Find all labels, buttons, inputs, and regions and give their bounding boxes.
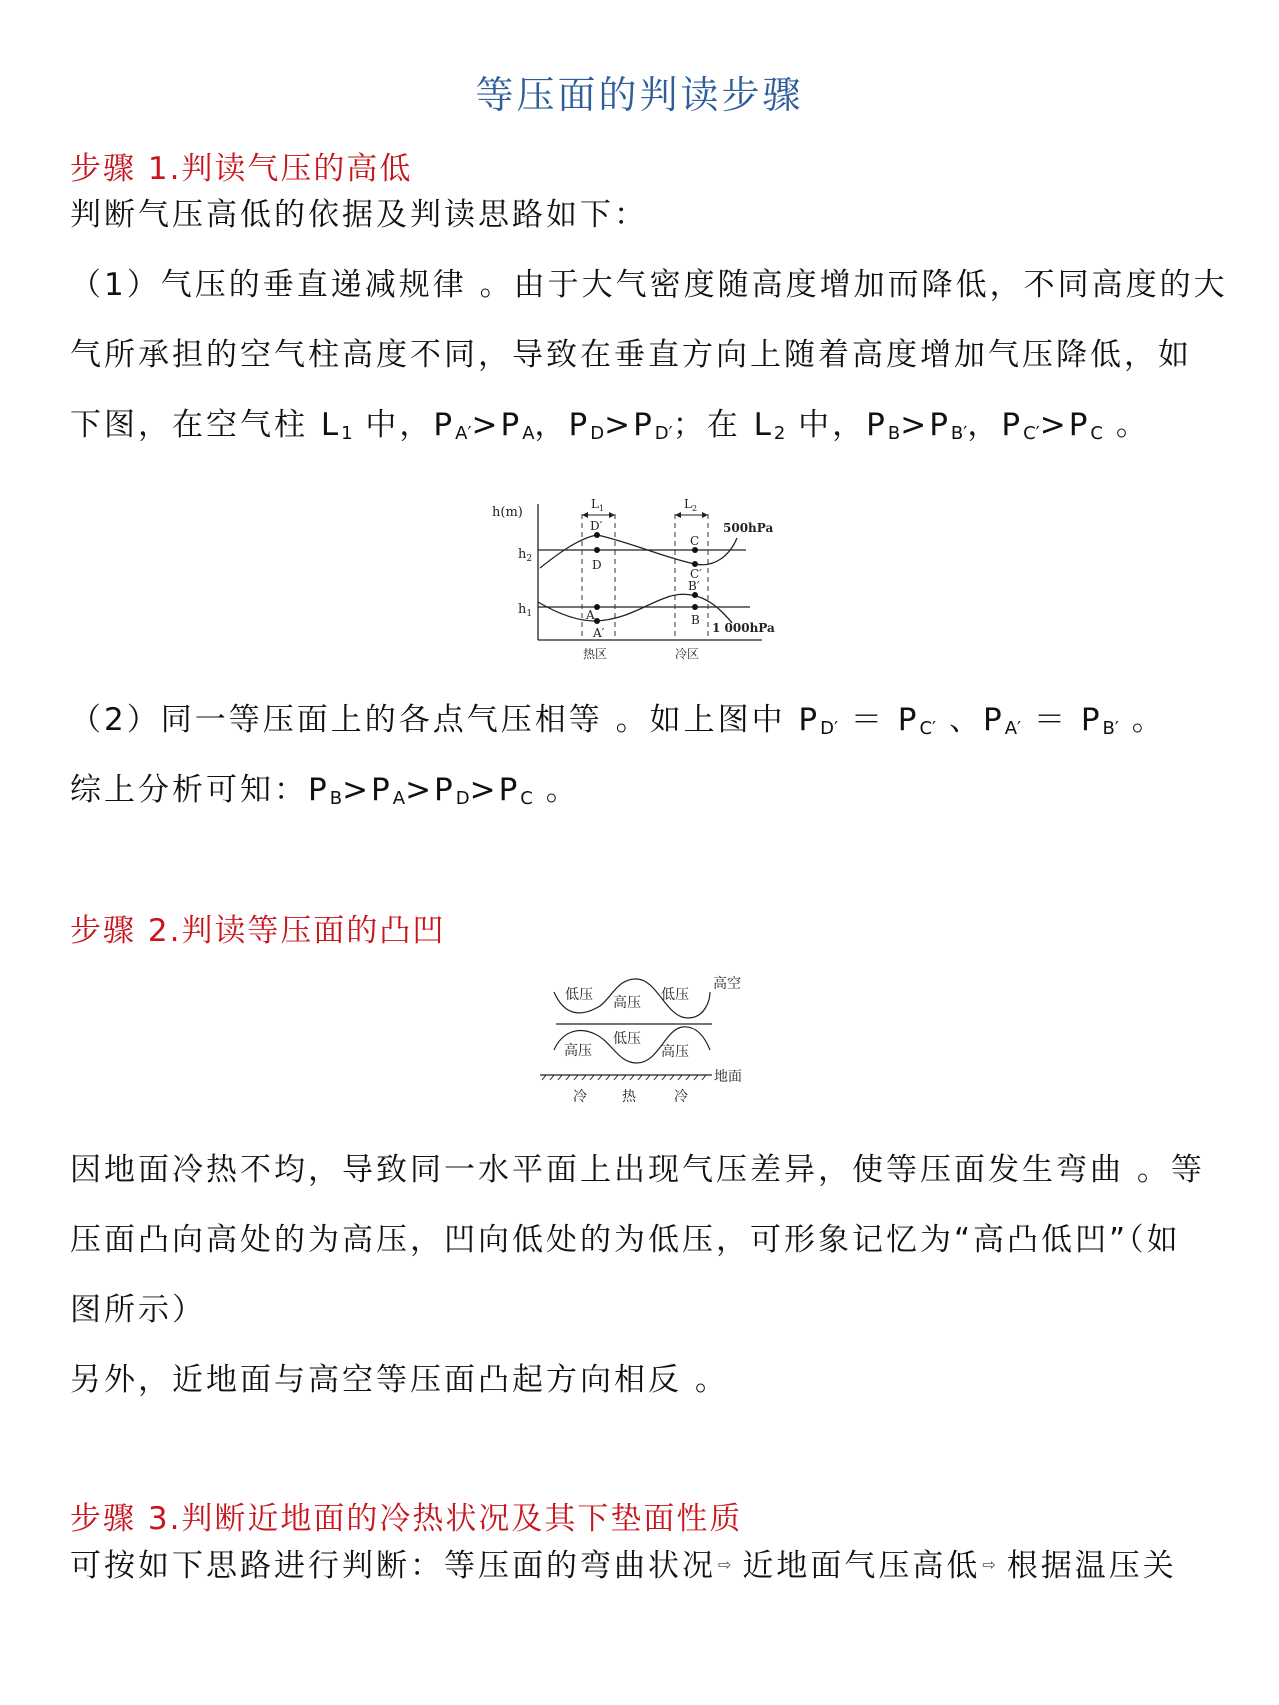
svg-text:D: D	[592, 558, 602, 572]
arrow-right-icon: ⇨	[982, 1555, 999, 1574]
svg-text:冷区: 冷区	[675, 647, 700, 661]
step1-point1-line3: 下图，在空气柱 $L_1$ 中，$P_{A'}>P_A$，$P_D>P_{D'}$；在 $L_2$ 中，$P_B>P_{B'}$，$P_{C'}>P_C$ 。	[70, 407, 1150, 444]
svg-text:B′: B′	[688, 579, 700, 593]
arrow-right-icon: ⇨	[718, 1555, 735, 1574]
svg-text:冷: 冷	[573, 1089, 587, 1105]
svg-text:高压: 高压	[661, 1044, 689, 1060]
svg-text:高压: 高压	[613, 995, 641, 1011]
svg-text:L1: $L_1$	[591, 497, 605, 513]
step1-point1-line2: 气所承担的空气柱高度不同，导致在垂直方向上随着高度增加气压降低，如	[70, 337, 1192, 373]
step2-line2: 压面凸向高处的为高压，凹向低处的为低压，可形象记忆为“高凸低凹”（如	[70, 1222, 1181, 1258]
svg-text:h1: $h_1$	[518, 602, 533, 619]
step2-heading: 步骤 2.判读等压面的凸凹	[70, 913, 446, 949]
isobaric-surface-diagram	[490, 490, 820, 670]
step1-heading: 步骤 1.判读气压的高低	[70, 151, 413, 187]
svg-text:低压: 低压	[661, 987, 689, 1003]
svg-text:热区: 热区	[583, 647, 608, 661]
svg-text:B: B	[691, 613, 700, 627]
page-title: 等压面的判读步骤	[475, 73, 804, 117]
svg-text:h2: $h_2$	[518, 547, 533, 564]
step2-line3: 图所示）	[70, 1292, 206, 1328]
step1-intro: 判断气压高低的依据及判读思路如下：	[70, 197, 648, 233]
svg-text:L2: $L_2$	[684, 497, 698, 513]
step3-line: 可按如下思路进行判断：等压面的弯曲状况 ⇨ 近地面气压高低 ⇨ 根据温压关	[70, 1548, 1177, 1584]
svg-text:低压: 低压	[613, 1031, 641, 1047]
svg-text:低压: 低压	[565, 987, 593, 1003]
step1-conclusion	[70, 685, 1240, 825]
svg-text:1 000hPa: 1 000hPa	[712, 621, 775, 635]
step1-summary: 综上分析可知：$P_B>P_A>P_D>P_C$ 。	[70, 772, 580, 809]
svg-text:C′: C′	[690, 567, 702, 581]
step3-body	[70, 1530, 1240, 1600]
step1-body	[70, 180, 1240, 460]
step2-line4: 另外，近地面与高空等压面凸起方向相反 。	[70, 1362, 729, 1398]
svg-text:D′: D′	[590, 519, 603, 533]
svg-text:地面: 地面	[714, 1069, 742, 1085]
y-axis-label: h(m)	[492, 505, 523, 520]
step2-line1: 因地面冷热不均，导致同一水平面上出现气压差异，使等压面发生弯曲 。等	[70, 1152, 1205, 1188]
step3-heading: 步骤 3.判断近地面的冷热状况及其下垫面性质	[70, 1501, 743, 1537]
convex-concave-diagram	[540, 970, 780, 1120]
svg-text:C: C	[690, 534, 700, 548]
svg-text:500hPa: 500hPa	[723, 521, 774, 535]
step1-point2: （2）同一等压面上的各点气压相等 。如上图中 $P_{D'} = P_{C'}$ 、$P_{A'} = P_{B'}$ 。	[70, 702, 1166, 739]
svg-text:A′: A′	[593, 626, 605, 640]
svg-text:热: 热	[622, 1089, 636, 1105]
step2-body	[70, 1135, 1240, 1415]
svg-text:A: A	[586, 608, 595, 622]
svg-text:高压: 高压	[564, 1043, 592, 1059]
svg-text:冷: 冷	[674, 1089, 688, 1105]
svg-text:高空: 高空	[713, 976, 741, 992]
step1-point1-line1: （1）气压的垂直递减规律 。由于大气密度随高度增加而降低，不同高度的大	[70, 267, 1228, 303]
